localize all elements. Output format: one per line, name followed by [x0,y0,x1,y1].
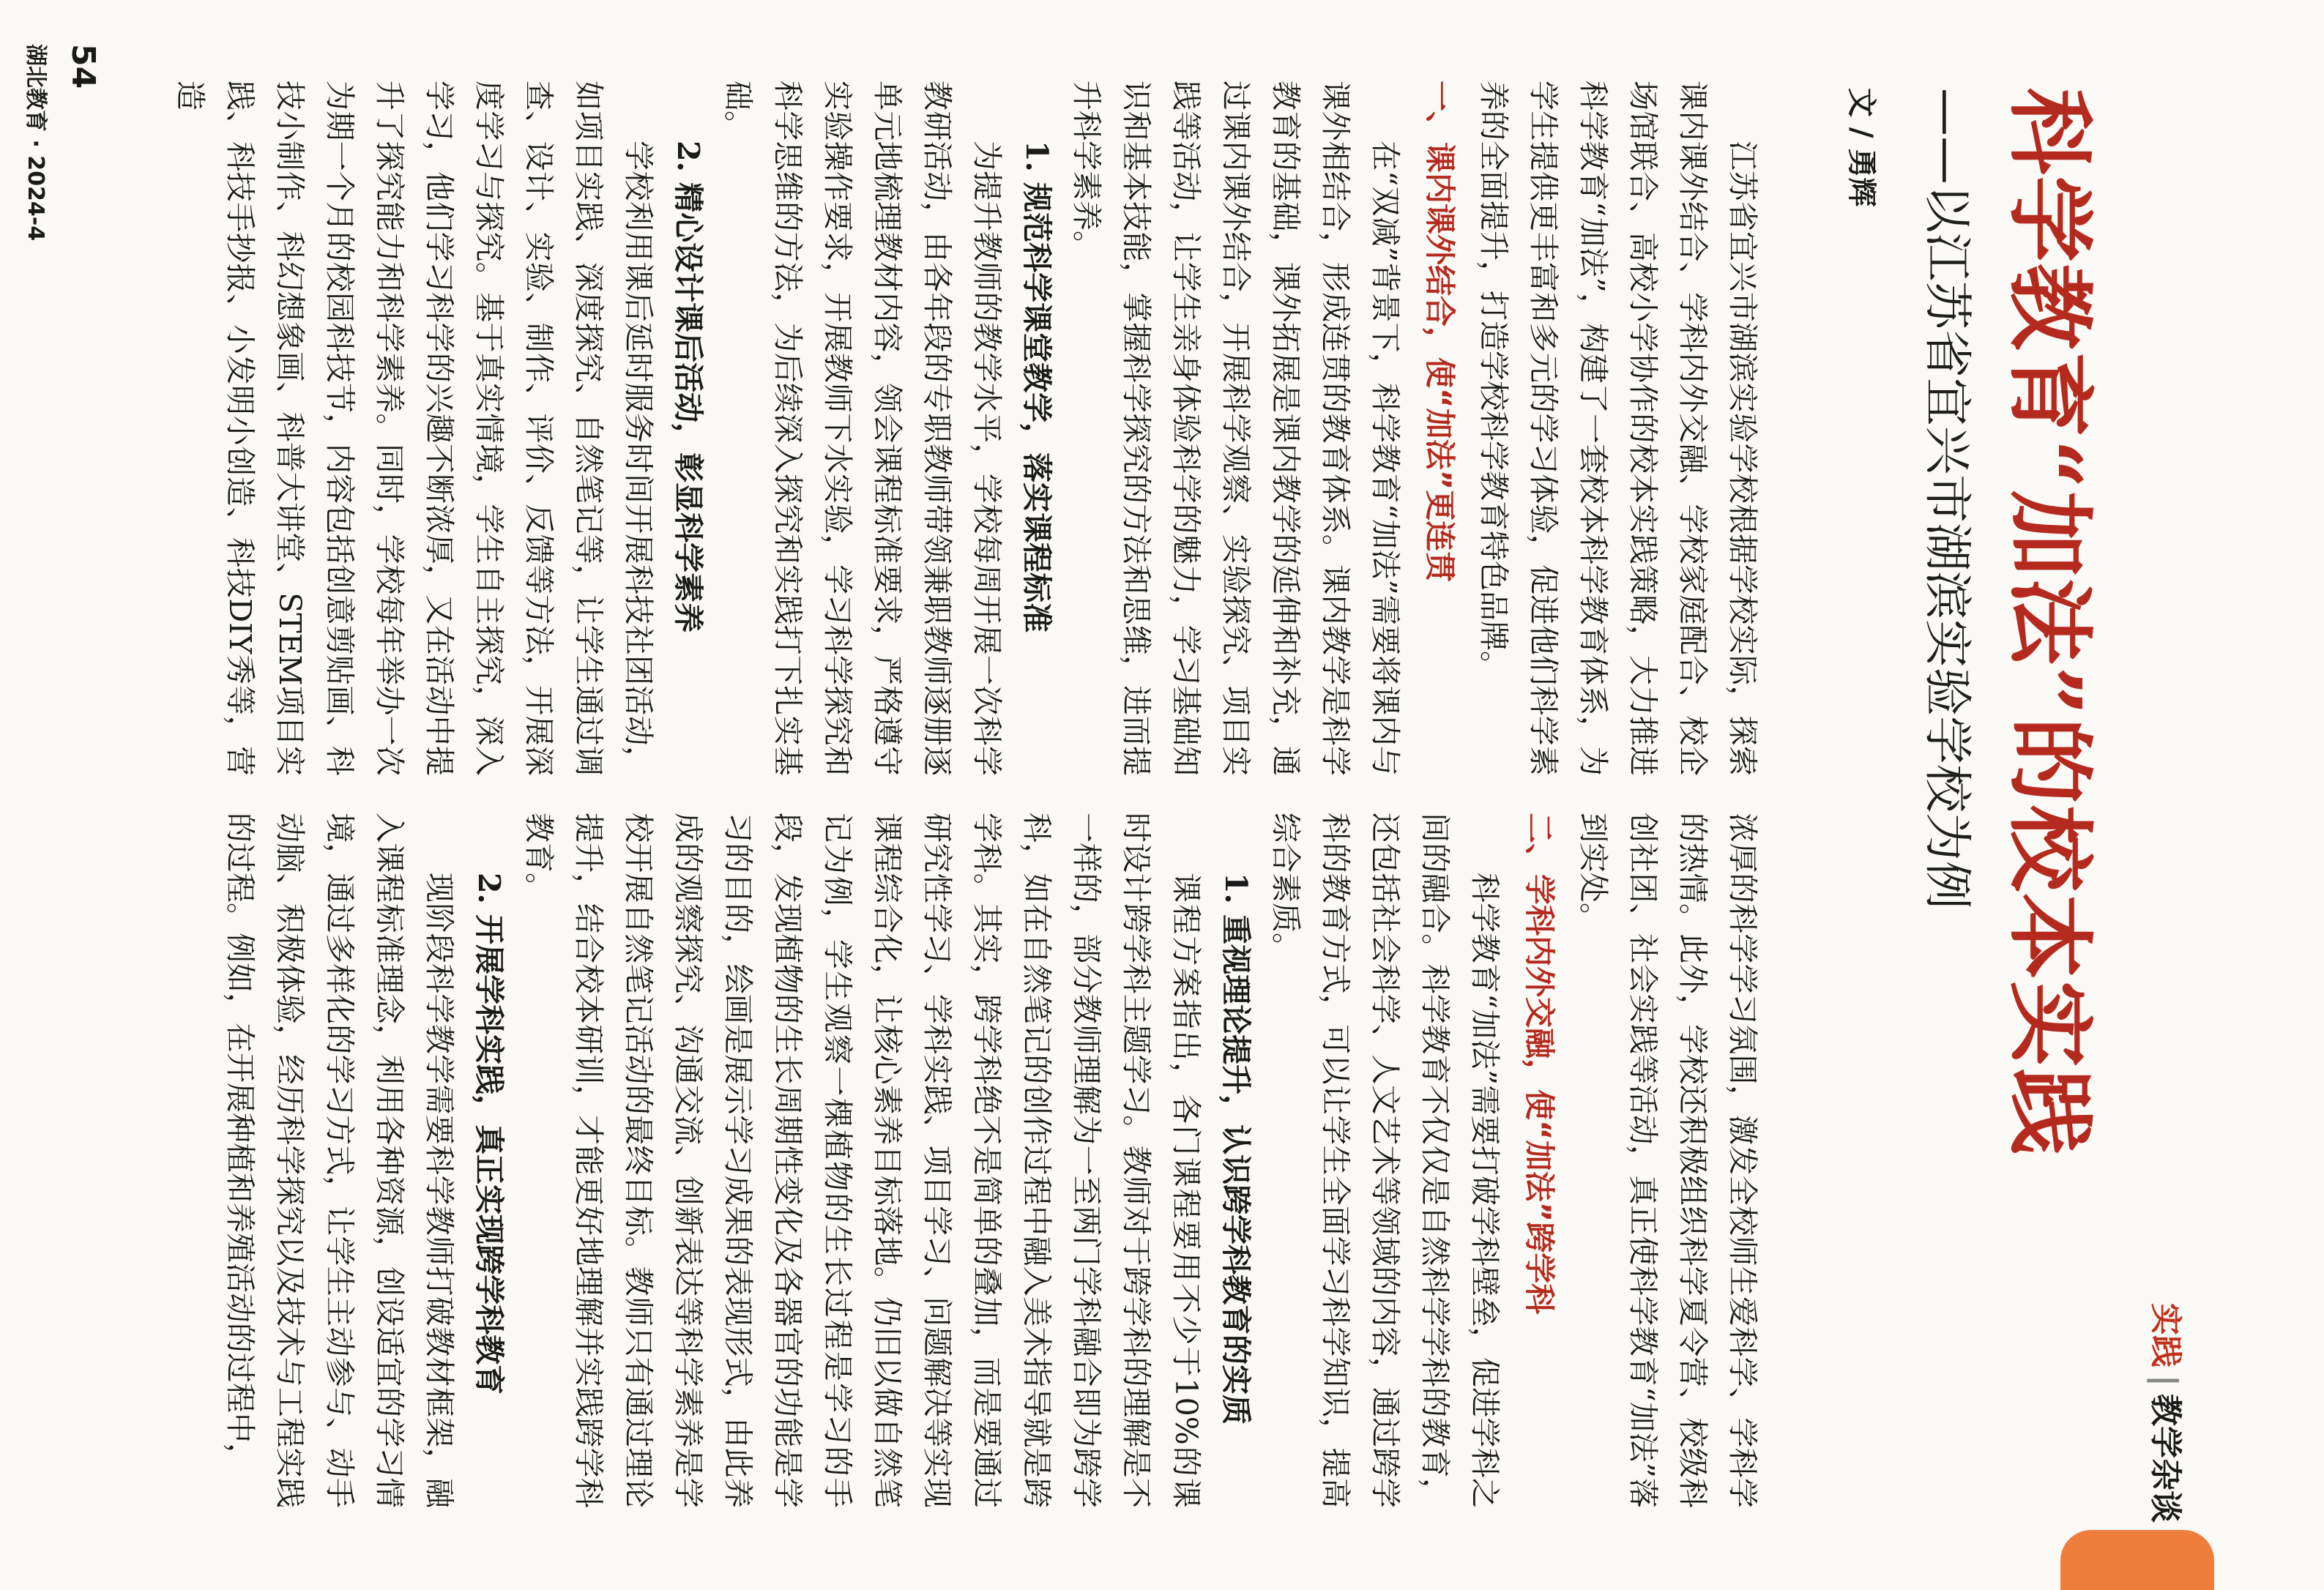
subsection-heading-2-2: 2. 开展学科实践，真正实现跨学科教育 [472,873,507,1395]
body-paragraph: 学校利用课后延时服务时间开展科技社团活动，如项目实践、深度探究、自然笔记等，让学生通过调查、设计、实验、制作、评价、反馈等方法，开展深度学习与探究。基于真实情境，学生自主探究，深入学习，他们学习科学的兴趣不断浓厚，又在活动中提升了探究能力和科学素养。同时，学校每年举办一次为期一个月的校园科技节，内容包括创意剪贴画、科技小制作、科幻想象画、科普大讲堂、STEM项目实践、科技手抄报、小发明小创造、科技DIY秀等，营造 [173,81,656,776]
body-paragraph: 在“双减”背景下，科学教育“加法”需要将课内与课外相结合，形成连贯的教育体系。课内教学是科学教育的基础，课外拓展是课内教学的延伸和补充，通过课内课外结合，开展科学观察、实验探究、项目实践等活动，让学生亲身体验科学的魅力，学习基础知识和基本技能，掌握科学探究的方法和思维，进而提升科学素养。 [1069,81,1403,776]
article-subtitle: ——以江苏省宜兴市湖滨实验学校为例 [1919,88,1975,909]
body-paragraph: 课程方案指出，各门课程要用不少于10%的课时设计跨学科主题学习。教师对于跨学科的理解是不一样的，部分教师理解为一至两门学科融合即为跨学科，如在自然笔记的创作过程中融入美术指导就是跨学科。其实，跨学科绝不是简单的叠加，而是要通过研究性学习、学科实践、项目学习、问题解决等实现课程综合化，让核心素养目标落地。仍旧以做自然笔记为例，学生观察一棵植物的生长过程是学习的手段，发现植物的生长周期性变化及各器官的功能是学习的目的，绘画是展示学习成果的表现形式，由此养成的观察探究、沟通交流、创新表达等科学素养是学校开展自然笔记活动的最终目标。教师只有通过理论提升，结合校本研训，才能更好地理解并实践跨学科教育。 [521,813,1204,1508]
body-paragraph: 现阶段科学教学需要科学教师打破教材框架，融入课程标准理念，利用各种资源，创设适宜的学习情境，通过多样化的学习方式，让学生主动参与、动手动脑、积极体验，经历科学探究以及技术与工程实践的过程。例如，在开展种植和养殖活动的过程中， [223,813,457,1508]
section-heading-1: 一、课内课外结合，使“加法”更连贯 [1422,81,1458,583]
section-label [2148,908,2192,1523]
article-author: 文 / 勇辉 [1844,88,1878,207]
section-color-tab [2060,1530,2214,1590]
continued-paragraph: 浓厚的科学学习氛围，激发全校师生爱科学、学科学的热情。此外，学校还积极组织科学夏令营、校级科创社团、社会实践等活动，真正使科学教育“加法”落到实处。 [1576,813,1760,1508]
section-heading-2: 二、学科内外交融，使“加法”跨学科 [1522,813,1557,1315]
page-number: 54 [64,44,102,89]
section-sub-label: 教学杂谈 [2147,1394,2184,1523]
section-separator: | [2147,1374,2184,1386]
journal-footer: 湖北教育 · 2024-4 [23,44,48,242]
body-paragraph: 为提升教师的教学水平，学校每周开展一次科学教研活动，由各年段的专职教师带领兼职教师逐册逐单元地梳理教材内容，领会课程标准要求，严格遵守实验操作要求，开展教师下水实验，学习科学探究和科学思维的方法，为后续深入探究和实践打下扎实基础。 [720,81,1005,776]
subsection-heading-2-1: 1. 重视理论提升，认识跨学科教育的实质 [1218,873,1254,1425]
subsection-heading-1-2: 2. 精心设计课后活动，彰显科学素养 [671,141,706,633]
article-title: 科学教育“加法”的校本实践 [1999,88,2101,1157]
left-text-column [173,81,1768,776]
intro-paragraph: 江苏省宜兴市湖滨实验学校根据学校实际，探索课内课外结合、学科内外交融、学校家庭配合、校企场馆联合、高校小学协作的校本实践策略，大力推进科学教育“加法”，构建了一套校本科学教育体系，为学生提供更丰富和多元的学习体验，促进他们科学素养的全面提升，打造学校科学教育特色品牌。 [1476,81,1760,776]
body-paragraph: 科学教育“加法”需要打破学科壁垒，促进学科之间的融合。科学教育不仅仅是自然科学学科的教育，还包括社会科学、人文艺术等领域的内容，通过跨学科的教育方式，可以让学生全面学习科学知识，提高综合素质。 [1268,813,1502,1508]
right-text-column [223,813,1768,1508]
section-main-label: 实践 [2147,1302,2184,1367]
subsection-heading-1-1: 1. 规范科学课堂教学，落实课程标准 [1019,141,1054,633]
